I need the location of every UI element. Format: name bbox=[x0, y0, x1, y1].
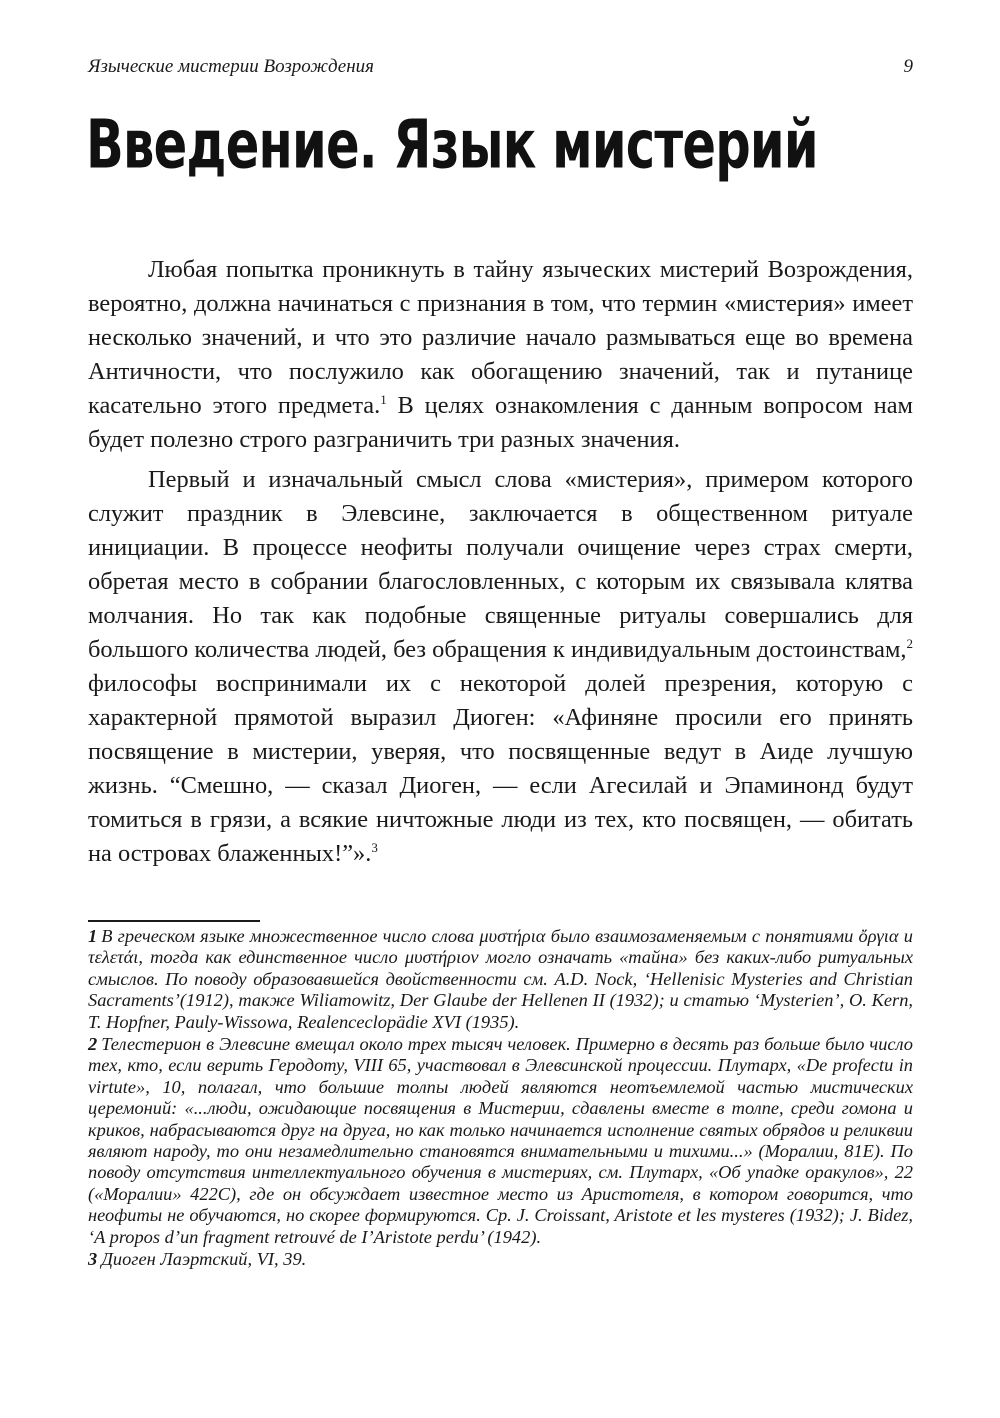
footnote-ref-2: 2 bbox=[906, 635, 913, 651]
footnote-separator bbox=[88, 920, 260, 922]
chapter-title: Введение. Язык мистерий bbox=[86, 104, 818, 184]
running-header bbox=[88, 56, 913, 86]
paragraph-1 bbox=[88, 253, 913, 457]
footnote-3 bbox=[88, 1249, 913, 1270]
footnote-1 bbox=[88, 926, 913, 1033]
footnote-2 bbox=[88, 1034, 913, 1248]
paragraph-2-text-a: Первый и изначальный смысл слова «мистерия», примером которого служит праздник в Элевсине, заключается в общественном ритуале инициации. В процессе неофиты получали очищение через страх смерти, обретая место в собрании благословленных, с которым их связывала клятва молчания. Но так как подобные священные ритуалы совершались для большого количества людей, без обращения к индивидуальным достоинствам, bbox=[88, 466, 913, 663]
paragraph-1-text-b: В целях ознакомления с данным вопросом нам будет полезно строго разграничить три разных значения. bbox=[88, 392, 913, 453]
footnotes bbox=[88, 926, 913, 1272]
footnote-number: 1 bbox=[88, 926, 98, 946]
footnote-text: Диоген Лаэртский, VI, 39. bbox=[101, 1249, 307, 1270]
page-number: 9 bbox=[903, 56, 913, 77]
footnote-number: 3 bbox=[88, 1249, 98, 1270]
paragraph-1-text-a: Любая попытка проникнуть в тайну языческих мистерий Возрождения, вероятно, должна начинаться с признания в том, что термин «мистерия» имеет несколько значений, и что это различие начало размываться еще во времена Античности, что послужило как обогащению значений, так и путанице касательно этого предмета. bbox=[88, 256, 913, 419]
footnote-number: 2 bbox=[88, 1034, 98, 1055]
footnote-text: Телестерион в Элевсине вмещал около трех тысяч человек. Примерно в десять раз больше было число тех, кто, если верить Геродоту, VIII 65, участвовал в Элевсинской процессии. Плутарх, «De profectu in virtute», 10, полагал, что большие толпы людей являются неотъемлемой частью мистических церемоний: «...люди, ожидающие посвящения в Мистерии, сдавлены вместе в толпе, среди гомона и криков, набрасываются друг на друга, но как только начинается исполнение святых обрядов и реликвии являют народу, то они незамедлительно становятся внимательными и тихими...» (Моралии, 81E). По поводу отсутствия интеллектуального обучения в мистериях, см. Плутарх, «Об упадке оракулов», 22 («Моралии» 422C), где он обсуждает известное место из Аристотеля, в котором говорится, что неофиты не обучаются, но скорее формируются. Cp. J. Croissant, Aristote et les mysteres (1932); J. Bidez, ‘A propos d’un fragment retrouvé de I’Aristote perdu’ (1942). bbox=[88, 1034, 913, 1247]
footnote-ref-1: 1 bbox=[380, 391, 387, 407]
running-title: Языческие мистерии Возрождения bbox=[88, 56, 374, 77]
book-page bbox=[88, 0, 913, 1418]
footnote-ref-3: 3 bbox=[371, 839, 378, 855]
paragraph-2 bbox=[88, 463, 913, 871]
footnote-text: В греческом языке множественное число слова μυστήρια было взаимозаменяемым с понятиями ὄργια и τελετάι, тогда как единственное число μυστήριον могло означать «тайна» без каких-либо ритуальных смыслов. По поводу образовавшейся двойственности см. A.D. Nock, ‘Hellenisic Mysteries and Christian Sacraments’(1912), также Wiliamowitz, Der Glaube der Hellenen II (1932); и статью ‘Mysterien’, O. Kern, T. Hopfner, Pauly-Wissowa, Realenceclopädie XVI (1935). bbox=[88, 926, 913, 1032]
paragraph-2-text-b: философы воспринимали их с некоторой долей презрения, которую с характерной прямотой выразил Диоген: «Афиняне просили его принять посвящение в мистерии, уверяя, что посвященные ведут в Аиде лучшую жизнь. “Смешно, — сказал Диоген, — если Агесилай и Эпаминонд будут томиться в грязи, а всякие ничтожные люди из тех, кто посвящен, — обитать на островах блаженных!”». bbox=[88, 670, 913, 867]
main-text bbox=[88, 253, 913, 877]
